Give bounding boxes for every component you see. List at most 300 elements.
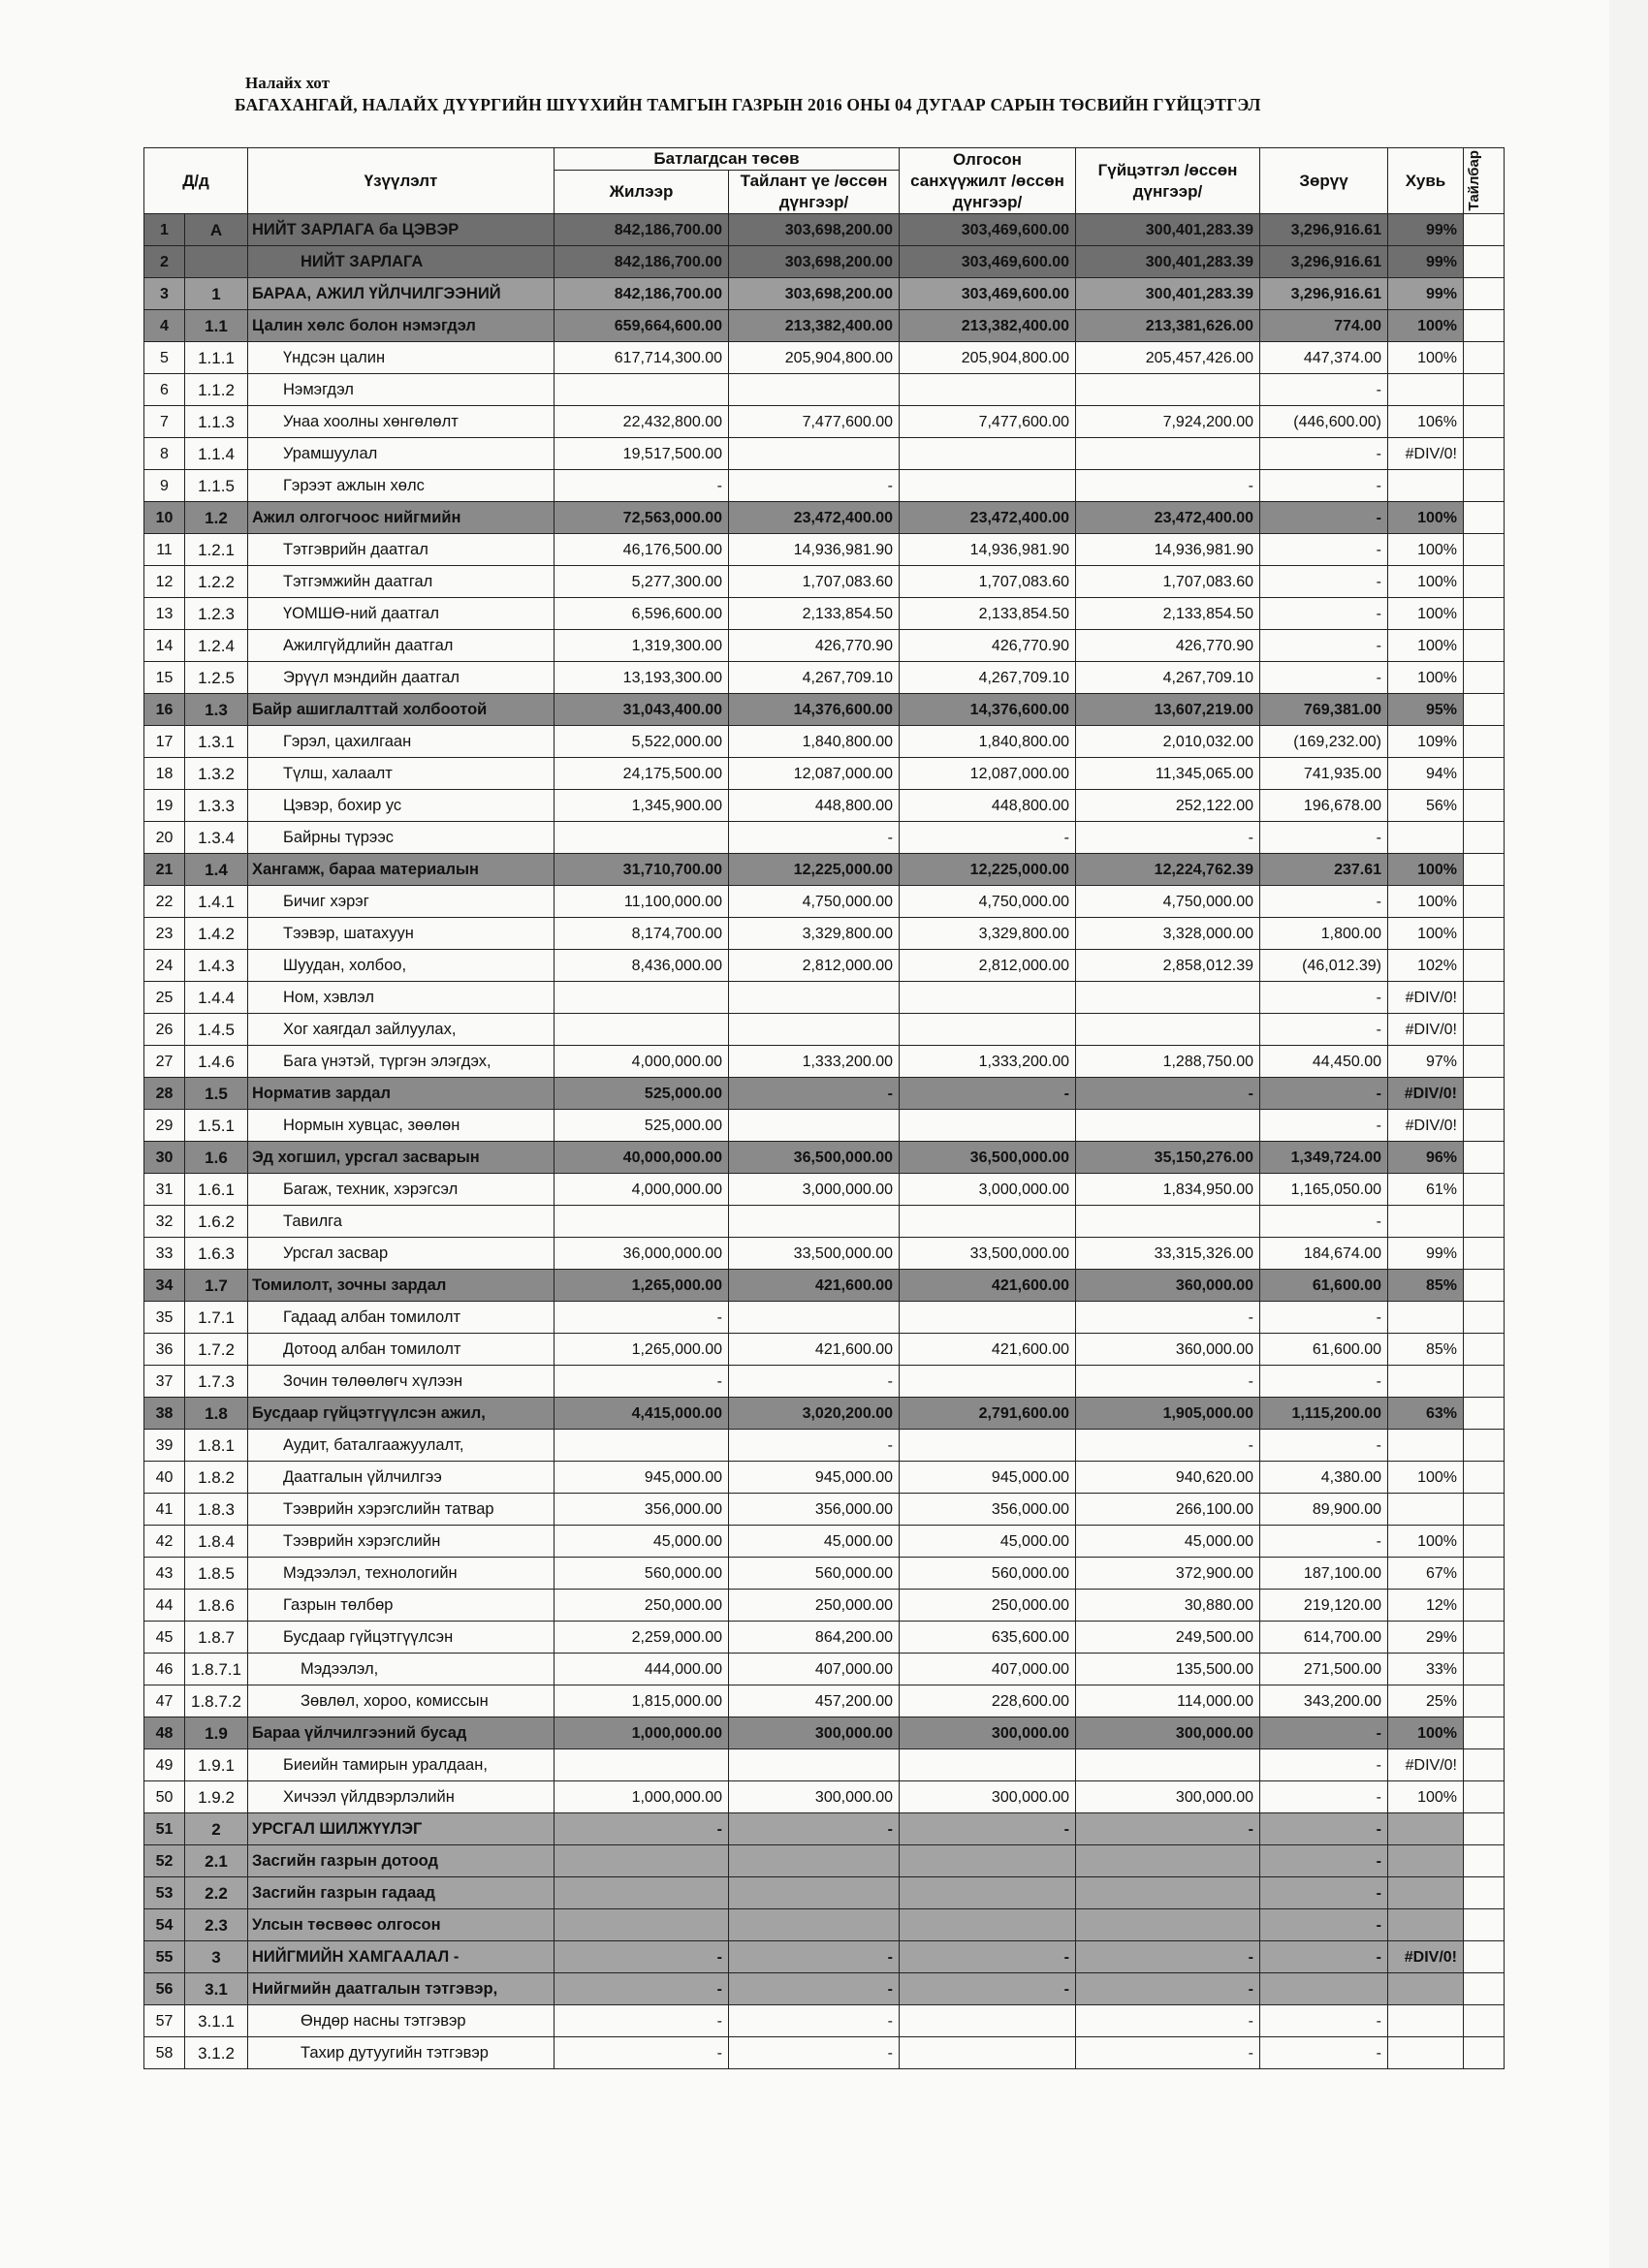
cell-annual: 525,000.00 bbox=[555, 1078, 729, 1110]
row-code: 1.1.1 bbox=[185, 342, 248, 374]
table-row bbox=[144, 310, 1505, 342]
cell-report: 421,600.00 bbox=[729, 1270, 900, 1302]
cell-diff: 3,296,916.61 bbox=[1260, 246, 1388, 278]
cell-share: #DIV/0! bbox=[1388, 1749, 1464, 1781]
row-name: Мэдээлэл, bbox=[248, 1654, 555, 1685]
cell-financed: 12,225,000.00 bbox=[900, 854, 1076, 886]
cell-report: 356,000.00 bbox=[729, 1494, 900, 1526]
cell-financed: 635,600.00 bbox=[900, 1622, 1076, 1654]
city-label: Налайх хот bbox=[245, 74, 330, 92]
cell-performance: 45,000.00 bbox=[1076, 1526, 1260, 1558]
row-code: 1.3 bbox=[185, 694, 248, 726]
cell-report: 23,472,400.00 bbox=[729, 502, 900, 534]
table-row bbox=[144, 438, 1505, 470]
cell-performance: - bbox=[1076, 2037, 1260, 2069]
cell-financed: 4,267,709.10 bbox=[900, 662, 1076, 694]
cell-performance: 266,100.00 bbox=[1076, 1494, 1260, 1526]
table-row bbox=[144, 630, 1505, 662]
cell-performance: - bbox=[1076, 1430, 1260, 1462]
row-name: Эд хогшил, урсгал засварын bbox=[248, 1142, 555, 1174]
row-number: 36 bbox=[144, 1334, 185, 1366]
cell-share: 109% bbox=[1388, 726, 1464, 758]
row-number: 22 bbox=[144, 886, 185, 918]
cell-report bbox=[729, 1877, 900, 1909]
cell-financed: 250,000.00 bbox=[900, 1590, 1076, 1622]
table-row bbox=[144, 1270, 1505, 1302]
cell-share: 67% bbox=[1388, 1558, 1464, 1590]
cell-report bbox=[729, 1302, 900, 1334]
cell-financed: 2,812,000.00 bbox=[900, 950, 1076, 982]
cell-note bbox=[1464, 2005, 1505, 2037]
row-name: Ном, хэвлэл bbox=[248, 982, 555, 1014]
cell-diff: 3,296,916.61 bbox=[1260, 214, 1388, 246]
cell-share: 100% bbox=[1388, 1526, 1464, 1558]
cell-financed: 45,000.00 bbox=[900, 1526, 1076, 1558]
row-number: 24 bbox=[144, 950, 185, 982]
cell-note bbox=[1464, 630, 1505, 662]
cell-share bbox=[1388, 470, 1464, 502]
cell-performance: 300,401,283.39 bbox=[1076, 246, 1260, 278]
cell-share: 100% bbox=[1388, 566, 1464, 598]
cell-report: - bbox=[729, 822, 900, 854]
cell-share bbox=[1388, 1366, 1464, 1398]
row-number: 55 bbox=[144, 1941, 185, 1973]
cell-annual: 45,000.00 bbox=[555, 1526, 729, 1558]
cell-diff: - bbox=[1260, 1717, 1388, 1749]
cell-annual bbox=[555, 1877, 729, 1909]
row-number: 28 bbox=[144, 1078, 185, 1110]
cell-financed: 303,469,600.00 bbox=[900, 246, 1076, 278]
cell-diff: - bbox=[1260, 534, 1388, 566]
cell-share bbox=[1388, 822, 1464, 854]
cell-note bbox=[1464, 278, 1505, 310]
row-name: Дотоод албан томилолт bbox=[248, 1334, 555, 1366]
cell-performance bbox=[1076, 374, 1260, 406]
cell-report: 407,000.00 bbox=[729, 1654, 900, 1685]
cell-share: 106% bbox=[1388, 406, 1464, 438]
cell-note bbox=[1464, 502, 1505, 534]
cell-performance: 2,010,032.00 bbox=[1076, 726, 1260, 758]
cell-annual: 8,436,000.00 bbox=[555, 950, 729, 982]
row-name: Бусдаар гүйцэтгүүлсэн ажил, bbox=[248, 1398, 555, 1430]
cell-diff: - bbox=[1260, 1302, 1388, 1334]
row-code: 2.1 bbox=[185, 1845, 248, 1877]
row-number: 44 bbox=[144, 1590, 185, 1622]
table-row bbox=[144, 662, 1505, 694]
cell-financed: 3,329,800.00 bbox=[900, 918, 1076, 950]
row-name: Ажил олгогчоос нийгмийн bbox=[248, 502, 555, 534]
cell-share bbox=[1388, 1909, 1464, 1941]
row-number: 14 bbox=[144, 630, 185, 662]
row-code: 3 bbox=[185, 1941, 248, 1973]
cell-share bbox=[1388, 2005, 1464, 2037]
row-number: 4 bbox=[144, 310, 185, 342]
row-name: БАРАА, АЖИЛ ҮЙЛЧИЛГЭЭНИЙ bbox=[248, 278, 555, 310]
cell-share: 95% bbox=[1388, 694, 1464, 726]
cell-financed: - bbox=[900, 1941, 1076, 1973]
cell-note bbox=[1464, 1781, 1505, 1813]
cell-performance: 12,224,762.39 bbox=[1076, 854, 1260, 886]
cell-diff: - bbox=[1260, 566, 1388, 598]
cell-diff: 61,600.00 bbox=[1260, 1334, 1388, 1366]
cell-note bbox=[1464, 1845, 1505, 1877]
row-name: Улсын төсвөөс олгосон bbox=[248, 1909, 555, 1941]
cell-share bbox=[1388, 1973, 1464, 2005]
table-row bbox=[144, 534, 1505, 566]
row-name: Тээврийн хэрэгслийн bbox=[248, 1526, 555, 1558]
row-number: 58 bbox=[144, 2037, 185, 2069]
row-code: 3.1 bbox=[185, 1973, 248, 2005]
cell-annual: - bbox=[555, 470, 729, 502]
cell-share: #DIV/0! bbox=[1388, 1110, 1464, 1142]
cell-report: 3,020,200.00 bbox=[729, 1398, 900, 1430]
cell-report: - bbox=[729, 1973, 900, 2005]
table-row bbox=[144, 1558, 1505, 1590]
cell-performance: - bbox=[1076, 470, 1260, 502]
row-code: 1.2.2 bbox=[185, 566, 248, 598]
row-code: 2 bbox=[185, 1813, 248, 1845]
cell-performance: - bbox=[1076, 822, 1260, 854]
cell-performance bbox=[1076, 1845, 1260, 1877]
cell-financed bbox=[900, 1366, 1076, 1398]
table-row bbox=[144, 1302, 1505, 1334]
row-code: 1.1 bbox=[185, 310, 248, 342]
cell-annual: 40,000,000.00 bbox=[555, 1142, 729, 1174]
cell-share: 96% bbox=[1388, 1142, 1464, 1174]
cell-share bbox=[1388, 1430, 1464, 1462]
cell-note bbox=[1464, 374, 1505, 406]
cell-diff: 237.61 bbox=[1260, 854, 1388, 886]
cell-financed: 356,000.00 bbox=[900, 1494, 1076, 1526]
cell-diff: 614,700.00 bbox=[1260, 1622, 1388, 1654]
cell-share: 100% bbox=[1388, 886, 1464, 918]
cell-annual: 1,319,300.00 bbox=[555, 630, 729, 662]
row-code: 1.1.3 bbox=[185, 406, 248, 438]
cell-financed bbox=[900, 1845, 1076, 1877]
cell-report: 12,087,000.00 bbox=[729, 758, 900, 790]
row-name: Шуудан, холбоо, bbox=[248, 950, 555, 982]
row-code: 1.2.4 bbox=[185, 630, 248, 662]
row-code: 1.8.4 bbox=[185, 1526, 248, 1558]
cell-note bbox=[1464, 1973, 1505, 2005]
cell-share: 102% bbox=[1388, 950, 1464, 982]
row-name: Нормын хувцас, зөөлөн bbox=[248, 1110, 555, 1142]
cell-report: 300,000.00 bbox=[729, 1717, 900, 1749]
cell-share: 56% bbox=[1388, 790, 1464, 822]
cell-diff: 769,381.00 bbox=[1260, 694, 1388, 726]
cell-note bbox=[1464, 886, 1505, 918]
row-name: Томилолт, зочны зардал bbox=[248, 1270, 555, 1302]
cell-share: 85% bbox=[1388, 1334, 1464, 1366]
cell-financed: - bbox=[900, 1078, 1076, 1110]
row-code: 3.1.2 bbox=[185, 2037, 248, 2069]
cell-annual: 617,714,300.00 bbox=[555, 342, 729, 374]
row-name: Эрүүл мэндийн даатгал bbox=[248, 662, 555, 694]
cell-performance: 14,936,981.90 bbox=[1076, 534, 1260, 566]
row-number: 34 bbox=[144, 1270, 185, 1302]
cell-performance: 2,858,012.39 bbox=[1076, 950, 1260, 982]
header-diff: Зөрүү bbox=[1260, 148, 1388, 214]
row-number: 17 bbox=[144, 726, 185, 758]
row-number: 26 bbox=[144, 1014, 185, 1046]
row-name: Үндсэн цалин bbox=[248, 342, 555, 374]
cell-diff: 447,374.00 bbox=[1260, 342, 1388, 374]
cell-financed: 421,600.00 bbox=[900, 1270, 1076, 1302]
cell-share: #DIV/0! bbox=[1388, 1014, 1464, 1046]
row-number: 53 bbox=[144, 1877, 185, 1909]
cell-financed bbox=[900, 438, 1076, 470]
table-row bbox=[144, 1174, 1505, 1206]
cell-share: 61% bbox=[1388, 1174, 1464, 1206]
row-name: ҮОМШӨ-ний даатгал bbox=[248, 598, 555, 630]
cell-report: 33,500,000.00 bbox=[729, 1238, 900, 1270]
cell-share bbox=[1388, 1877, 1464, 1909]
row-name: Аудит, баталгаажуулалт, bbox=[248, 1430, 555, 1462]
cell-financed: 303,469,600.00 bbox=[900, 214, 1076, 246]
table-row bbox=[144, 502, 1505, 534]
cell-report bbox=[729, 1014, 900, 1046]
row-number: 51 bbox=[144, 1813, 185, 1845]
row-name: Нэмэгдэл bbox=[248, 374, 555, 406]
cell-performance: 205,457,426.00 bbox=[1076, 342, 1260, 374]
row-name: Бусдаар гүйцэтгүүлсэн bbox=[248, 1622, 555, 1654]
header-performance: Гүйцэтгэл /өссөн дүнгээр/ bbox=[1076, 148, 1260, 214]
cell-note bbox=[1464, 1494, 1505, 1526]
cell-financed bbox=[900, 2037, 1076, 2069]
row-number: 33 bbox=[144, 1238, 185, 1270]
cell-report bbox=[729, 1909, 900, 1941]
row-code: 1.6.1 bbox=[185, 1174, 248, 1206]
cell-share: 100% bbox=[1388, 502, 1464, 534]
cell-note bbox=[1464, 1110, 1505, 1142]
cell-note bbox=[1464, 1142, 1505, 1174]
cell-performance: 11,345,065.00 bbox=[1076, 758, 1260, 790]
cell-report bbox=[729, 1110, 900, 1142]
cell-annual: - bbox=[555, 2037, 729, 2069]
cell-financed: 2,133,854.50 bbox=[900, 598, 1076, 630]
cell-note bbox=[1464, 534, 1505, 566]
cell-performance: 1,834,950.00 bbox=[1076, 1174, 1260, 1206]
cell-share: 12% bbox=[1388, 1590, 1464, 1622]
cell-note bbox=[1464, 1622, 1505, 1654]
cell-annual: - bbox=[555, 1941, 729, 1973]
cell-financed: 303,469,600.00 bbox=[900, 278, 1076, 310]
row-name: Цэвэр, бохир ус bbox=[248, 790, 555, 822]
row-number: 16 bbox=[144, 694, 185, 726]
table-row bbox=[144, 1462, 1505, 1494]
cell-diff: 741,935.00 bbox=[1260, 758, 1388, 790]
header-name: Үзүүлэлт bbox=[248, 148, 555, 214]
cell-diff: - bbox=[1260, 886, 1388, 918]
cell-annual: 1,000,000.00 bbox=[555, 1717, 729, 1749]
row-code: 2.2 bbox=[185, 1877, 248, 1909]
cell-annual: - bbox=[555, 1813, 729, 1845]
cell-financed: 407,000.00 bbox=[900, 1654, 1076, 1685]
row-code: 1.5 bbox=[185, 1078, 248, 1110]
cell-annual: 525,000.00 bbox=[555, 1110, 729, 1142]
cell-diff: 343,200.00 bbox=[1260, 1685, 1388, 1717]
cell-report: 1,333,200.00 bbox=[729, 1046, 900, 1078]
row-name: Засгийн газрын гадаад bbox=[248, 1877, 555, 1909]
cell-report: - bbox=[729, 1941, 900, 1973]
cell-financed: 36,500,000.00 bbox=[900, 1142, 1076, 1174]
cell-diff: - bbox=[1260, 1366, 1388, 1398]
cell-financed: 300,000.00 bbox=[900, 1781, 1076, 1813]
row-code: 1.9.1 bbox=[185, 1749, 248, 1781]
cell-financed: 228,600.00 bbox=[900, 1685, 1076, 1717]
row-code: 1.6 bbox=[185, 1142, 248, 1174]
cell-annual bbox=[555, 822, 729, 854]
cell-share: 99% bbox=[1388, 214, 1464, 246]
row-name: Цалин хөлс болон нэмэгдэл bbox=[248, 310, 555, 342]
row-code: 1.8.6 bbox=[185, 1590, 248, 1622]
cell-report bbox=[729, 1845, 900, 1877]
cell-performance: 135,500.00 bbox=[1076, 1654, 1260, 1685]
row-name: Бичиг хэрэг bbox=[248, 886, 555, 918]
cell-diff: - bbox=[1260, 1430, 1388, 1462]
cell-share bbox=[1388, 1494, 1464, 1526]
cell-report: - bbox=[729, 1430, 900, 1462]
cell-performance: 35,150,276.00 bbox=[1076, 1142, 1260, 1174]
cell-financed: 560,000.00 bbox=[900, 1558, 1076, 1590]
cell-share: 99% bbox=[1388, 278, 1464, 310]
row-name: УРСГАЛ ШИЛЖҮҮЛЭГ bbox=[248, 1813, 555, 1845]
header-approved: Батлагдсан төсөв bbox=[555, 148, 900, 171]
cell-share: 25% bbox=[1388, 1685, 1464, 1717]
cell-report: 36,500,000.00 bbox=[729, 1142, 900, 1174]
table-row bbox=[144, 1781, 1505, 1813]
cell-annual bbox=[555, 374, 729, 406]
cell-financed bbox=[900, 2005, 1076, 2037]
cell-performance: 4,267,709.10 bbox=[1076, 662, 1260, 694]
cell-share: 100% bbox=[1388, 1462, 1464, 1494]
row-name: Унаа хоолны хөнгөлөлт bbox=[248, 406, 555, 438]
cell-performance bbox=[1076, 1749, 1260, 1781]
cell-annual: 560,000.00 bbox=[555, 1558, 729, 1590]
cell-report: 1,840,800.00 bbox=[729, 726, 900, 758]
cell-diff: 184,674.00 bbox=[1260, 1238, 1388, 1270]
cell-share: 100% bbox=[1388, 1717, 1464, 1749]
row-name: Хог хаягдал зайлуулах, bbox=[248, 1014, 555, 1046]
cell-financed bbox=[900, 1206, 1076, 1238]
table-row bbox=[144, 1973, 1505, 2005]
row-number: 29 bbox=[144, 1110, 185, 1142]
cell-note bbox=[1464, 2037, 1505, 2069]
cell-report: 7,477,600.00 bbox=[729, 406, 900, 438]
table-row bbox=[144, 1238, 1505, 1270]
cell-report: 426,770.90 bbox=[729, 630, 900, 662]
cell-diff: - bbox=[1260, 1941, 1388, 1973]
cell-report: 864,200.00 bbox=[729, 1622, 900, 1654]
cell-financed: - bbox=[900, 1973, 1076, 2005]
row-name: Норматив зардал bbox=[248, 1078, 555, 1110]
cell-annual bbox=[555, 1430, 729, 1462]
table-row bbox=[144, 886, 1505, 918]
row-code: 1.4.6 bbox=[185, 1046, 248, 1078]
cell-annual: - bbox=[555, 1973, 729, 2005]
cell-annual: 13,193,300.00 bbox=[555, 662, 729, 694]
row-number: 57 bbox=[144, 2005, 185, 2037]
cell-report: 4,750,000.00 bbox=[729, 886, 900, 918]
table-row bbox=[144, 1206, 1505, 1238]
cell-annual: 1,265,000.00 bbox=[555, 1270, 729, 1302]
cell-financed: 2,791,600.00 bbox=[900, 1398, 1076, 1430]
row-code: 1.7 bbox=[185, 1270, 248, 1302]
cell-share bbox=[1388, 1813, 1464, 1845]
cell-share: 100% bbox=[1388, 918, 1464, 950]
cell-diff: - bbox=[1260, 662, 1388, 694]
row-code: 1.2.1 bbox=[185, 534, 248, 566]
cell-performance: 300,401,283.39 bbox=[1076, 278, 1260, 310]
cell-diff: - bbox=[1260, 1845, 1388, 1877]
cell-report: - bbox=[729, 2037, 900, 2069]
cell-financed: 4,750,000.00 bbox=[900, 886, 1076, 918]
cell-annual: 4,415,000.00 bbox=[555, 1398, 729, 1430]
cell-share: 99% bbox=[1388, 246, 1464, 278]
cell-report: 4,267,709.10 bbox=[729, 662, 900, 694]
table-row bbox=[144, 246, 1505, 278]
cell-share bbox=[1388, 1845, 1464, 1877]
cell-annual: 46,176,500.00 bbox=[555, 534, 729, 566]
cell-diff bbox=[1260, 1973, 1388, 2005]
cell-annual: 842,186,700.00 bbox=[555, 246, 729, 278]
row-code: 1.8.7.1 bbox=[185, 1654, 248, 1685]
row-number: 42 bbox=[144, 1526, 185, 1558]
row-name: Засгийн газрын дотоод bbox=[248, 1845, 555, 1877]
row-name: Урамшуулал bbox=[248, 438, 555, 470]
row-code: 1.8 bbox=[185, 1398, 248, 1430]
table-row bbox=[144, 1877, 1505, 1909]
cell-performance: 23,472,400.00 bbox=[1076, 502, 1260, 534]
row-name: Тэтгэмжийн даатгал bbox=[248, 566, 555, 598]
cell-diff: 196,678.00 bbox=[1260, 790, 1388, 822]
cell-annual: - bbox=[555, 2005, 729, 2037]
row-number: 54 bbox=[144, 1909, 185, 1941]
row-code: 1 bbox=[185, 278, 248, 310]
cell-note bbox=[1464, 470, 1505, 502]
row-code: 1.1.2 bbox=[185, 374, 248, 406]
cell-financed bbox=[900, 1110, 1076, 1142]
cell-note bbox=[1464, 1558, 1505, 1590]
row-number: 20 bbox=[144, 822, 185, 854]
cell-diff: 4,380.00 bbox=[1260, 1462, 1388, 1494]
cell-financed bbox=[900, 1014, 1076, 1046]
row-number: 3 bbox=[144, 278, 185, 310]
row-code: 2.3 bbox=[185, 1909, 248, 1941]
cell-note bbox=[1464, 982, 1505, 1014]
cell-share: 100% bbox=[1388, 310, 1464, 342]
cell-performance: - bbox=[1076, 1941, 1260, 1973]
cell-note bbox=[1464, 342, 1505, 374]
cell-annual bbox=[555, 1206, 729, 1238]
cell-financed bbox=[900, 1877, 1076, 1909]
row-number: 12 bbox=[144, 566, 185, 598]
cell-note bbox=[1464, 1174, 1505, 1206]
table-row bbox=[144, 1366, 1505, 1398]
row-number: 52 bbox=[144, 1845, 185, 1877]
table-row bbox=[144, 982, 1505, 1014]
row-name: Ажилгүйдлийн даатгал bbox=[248, 630, 555, 662]
cell-performance bbox=[1076, 1877, 1260, 1909]
cell-financed bbox=[900, 374, 1076, 406]
cell-share: 85% bbox=[1388, 1270, 1464, 1302]
table-row bbox=[144, 566, 1505, 598]
cell-performance: 940,620.00 bbox=[1076, 1462, 1260, 1494]
cell-diff: 44,450.00 bbox=[1260, 1046, 1388, 1078]
row-number: 21 bbox=[144, 854, 185, 886]
cell-note bbox=[1464, 1749, 1505, 1781]
cell-report: 205,904,800.00 bbox=[729, 342, 900, 374]
